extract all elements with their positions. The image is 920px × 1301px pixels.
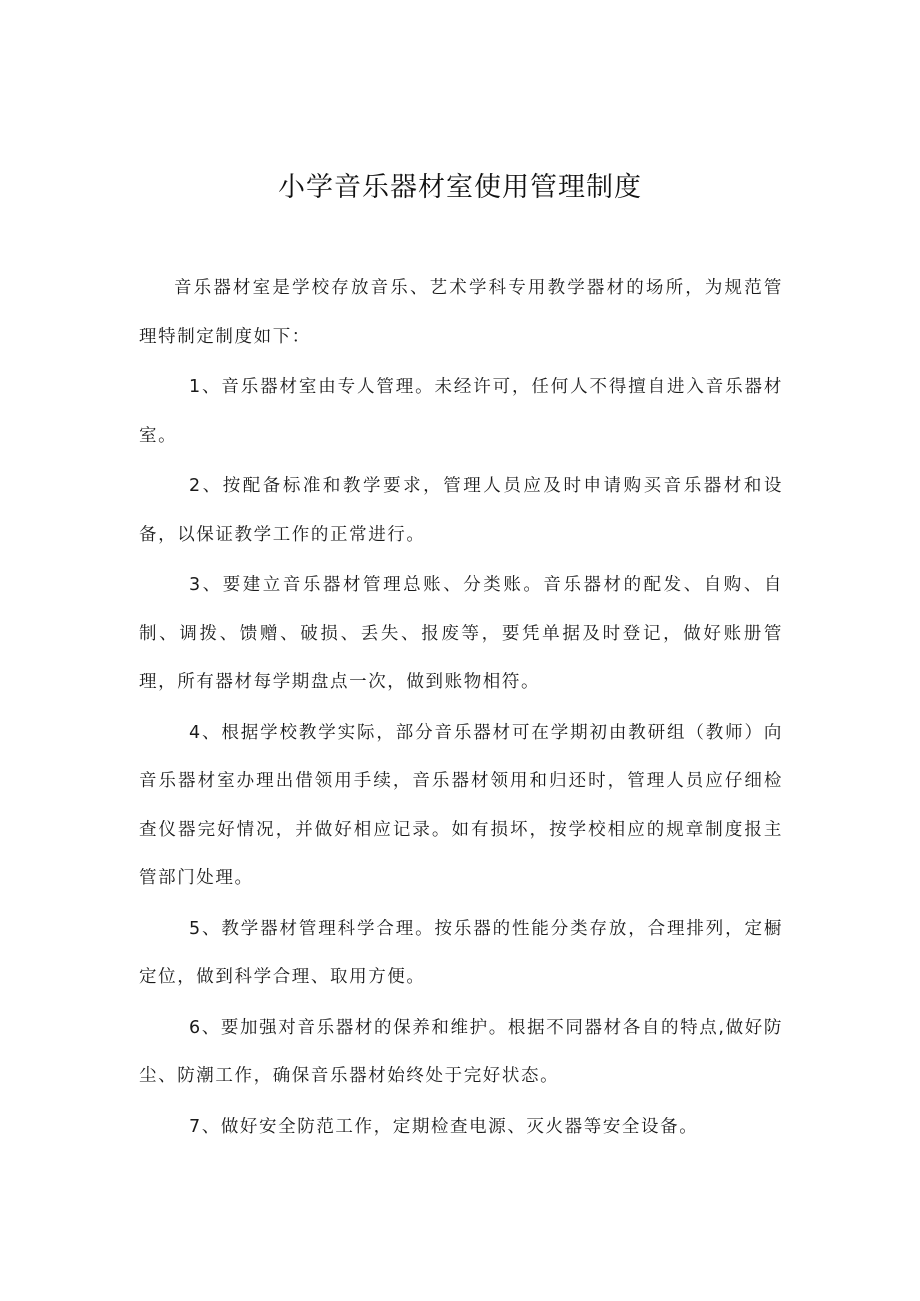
rule-5-paragraph: 5、教学器材管理科学合理。按乐器的性能分类存放，合理排列，定橱定位，做到科学合理、取用方便。 xyxy=(139,918,783,987)
rule-3-paragraph: 3、要建立音乐器材管理总账、分类账。音乐器材的配发、自购、自制、调拨、馈赠、破损、丢失、报废等，要凭单据及时登记，做好账册管理，所有器材每学期盘点一次，做到账物相符。 xyxy=(139,575,783,692)
document-body xyxy=(139,264,783,1153)
rule-2-paragraph: 2、按配备标准和教学要求，管理人员应及时申请购买音乐器材和设备，以保证教学工作的正常进行。 xyxy=(139,476,783,545)
intro-paragraph: 音乐器材室是学校存放音乐、艺术学科专用教学器材的场所，为规范管理特制定制度如下： xyxy=(139,278,783,347)
rule-6-paragraph: 6、要加强对音乐器材的保养和维护。根据不同器材各自的特点,做好防尘、防潮工作，确保音乐器材始终处于完好状态。 xyxy=(139,1017,783,1086)
rule-1-paragraph: 1、音乐器材室由专人管理。未经许可，任何人不得擅自进入音乐器材室。 xyxy=(139,377,783,446)
rule-7-paragraph: 7、做好安全防范工作，定期检查电源、灭火器等安全设备。 xyxy=(189,1116,699,1137)
document-title: 小学音乐器材室使用管理制度 xyxy=(278,172,642,203)
rule-4-paragraph: 4、根据学校教学实际，部分音乐器材可在学期初由教研组（教师）向音乐器材室办理出借领用手续，音乐器材领用和归还时，管理人员应仔细检查仪器完好情况，并做好相应记录。如有损坏，按学校相应的规章制度报主管部门处理。 xyxy=(139,722,783,888)
